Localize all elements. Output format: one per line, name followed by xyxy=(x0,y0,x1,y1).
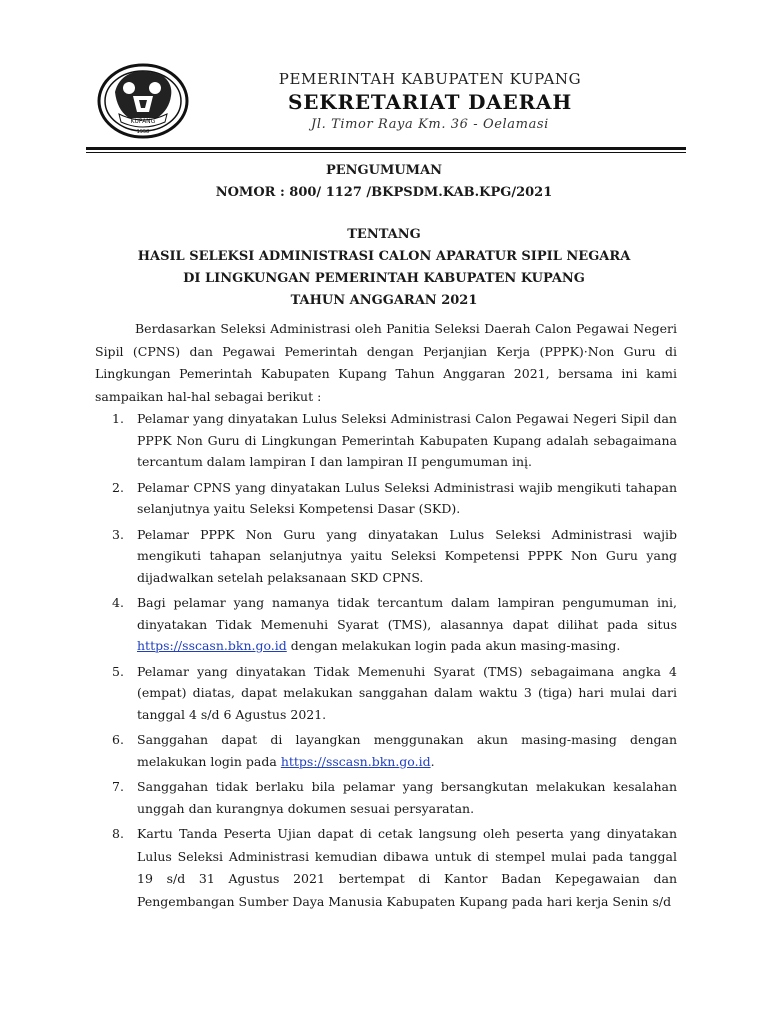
list-item xyxy=(95,477,677,520)
sscasn-link[interactable]: https://sscasn.bkn.go.id xyxy=(280,753,431,769)
emblem-year-text: 1958 xyxy=(136,129,150,135)
letterhead-rule-thick xyxy=(86,147,686,150)
government-name: PEMERINTAH KABUPATEN KUPANG xyxy=(278,70,582,88)
item-text-after: . xyxy=(430,753,435,769)
list-item xyxy=(95,729,677,772)
announcement-items xyxy=(95,408,677,913)
office-address: Jl. Timor Raya Km. 36 - Oelamasi xyxy=(311,117,549,132)
subject-line-2: DI LINGKUNGAN PEMERINTAH KABUPATEN KUPANG xyxy=(183,271,585,286)
item-number: 8. xyxy=(112,826,124,841)
emblem-banner-text: KUPANG xyxy=(130,118,156,125)
item-text: Sanggahan dapat di layangkan menggunakan akun masing-masing dengan melakukan login pada xyxy=(137,732,677,769)
item-text-after: dengan melakukan login pada akun masing-masing. xyxy=(286,638,621,653)
list-item xyxy=(95,524,677,589)
list-item xyxy=(95,592,677,657)
list-item xyxy=(95,823,677,913)
subject-line-3: TAHUN ANGGARAN 2021 xyxy=(290,293,478,308)
item-text: Kartu Tanda Peserta Ujian dapat di cetak langsung oleh peserta yang dinyatakan Lulus Seleksi Administrasi kemudian dibawa untuk di stempel mulai pada tanggal 19 s/d 31 Agustus 2021 bertempat di Kantor Badan Kepegawaian dan Pengembangan Sumber Daya Manusia Kabupaten Kupang pada hari kerja Senin s/d xyxy=(137,826,677,909)
item-number: 7. xyxy=(112,779,124,794)
item-text: Sanggahan tidak berlaku bila pelamar yang bersangkutan melakukan kesalahan unggah dan kurangnya dokumen sesuai persyaratan. xyxy=(137,779,677,816)
item-text: Pelamar PPPK Non Guru yang dinyatakan Lulus Seleksi Administrasi wajib mengikuti tahapan selanjutnya yaitu Seleksi Kompetensi PPPK Non Guru yang dijadwalkan setelah pelaksanaan SKD CPNS. xyxy=(137,526,677,585)
subject-line-1: HASIL SELEKSI ADMINISTRASI CALON APARATUR SIPIL NEGARA xyxy=(137,249,631,264)
item-text: Pelamar CPNS yang dinyatakan Lulus Seleksi Administrasi wajib mengikuti tahapan selanjutnya yaitu Seleksi Kompetensi Dasar (SKD). xyxy=(137,479,677,516)
letterhead-rule-thin xyxy=(86,152,686,153)
item-text: Pelamar yang dinyatakan Tidak Memenuhi Syarat (TMS) sebagaimana angka 4 (empat) diatas, dapat melakukan sanggahan dalam waktu 3 (tiga) hari mulai dari tanggal 4 s/d 6 Agustus 2021. xyxy=(137,663,677,722)
list-item xyxy=(95,661,677,726)
list-item xyxy=(95,776,677,819)
item-text: Bagi pelamar yang namanya tidak tercantum dalam lampiran pengumuman ini, dinyatakan Tidak Memenuhi Syarat (TMS), alasannya dapat dilihat pada situs xyxy=(137,595,677,632)
regency-emblem-icon xyxy=(95,62,191,140)
announcement-title: PENGUMUMAN xyxy=(325,163,443,178)
item-number: 1. xyxy=(112,411,124,426)
list-item xyxy=(95,408,677,473)
item-number: 5. xyxy=(112,663,124,679)
item-number: 2. xyxy=(112,479,124,495)
item-text: Pelamar yang dinyatakan Lulus Seleksi Administrasi Calon Pegawai Negeri Sipil dan PPPK Non Guru di Lingkungan Pemerintah Kabupaten Kupang adalah sebagaimana tercantum dalam lampiran I dan lampiran II pengumuman inį. xyxy=(137,411,677,469)
item-number: 3. xyxy=(112,526,124,542)
item-number: 6. xyxy=(112,732,124,747)
about-label: TENTANG xyxy=(347,227,421,242)
intro-paragraph: Berdasarkan Seleksi Administrasi oleh Panitia Seleksi Daerah Calon Pegawai Negeri Sipil (CPNS) dan Pegawai Pemerintah dengan Perjanjian Kerja (PPPK)·Non Guru di Lingkungan Pemerintah Kabupaten Kupang Tahun Anggaran 2021, bersama ini kami sampaikan hal-hal sebagai berikut : xyxy=(95,321,677,404)
office-name: SEKRETARIAT DAERAH xyxy=(287,90,573,114)
announcement-number: NOMOR : 800/ 1127 /BKPSDM.KAB.KPG/2021 xyxy=(215,185,553,200)
item-number: 4. xyxy=(112,595,124,610)
letterhead-text xyxy=(230,70,630,134)
sscasn-link[interactable]: https://sscasn.bkn.go.id xyxy=(137,638,287,653)
letterhead xyxy=(0,56,768,146)
